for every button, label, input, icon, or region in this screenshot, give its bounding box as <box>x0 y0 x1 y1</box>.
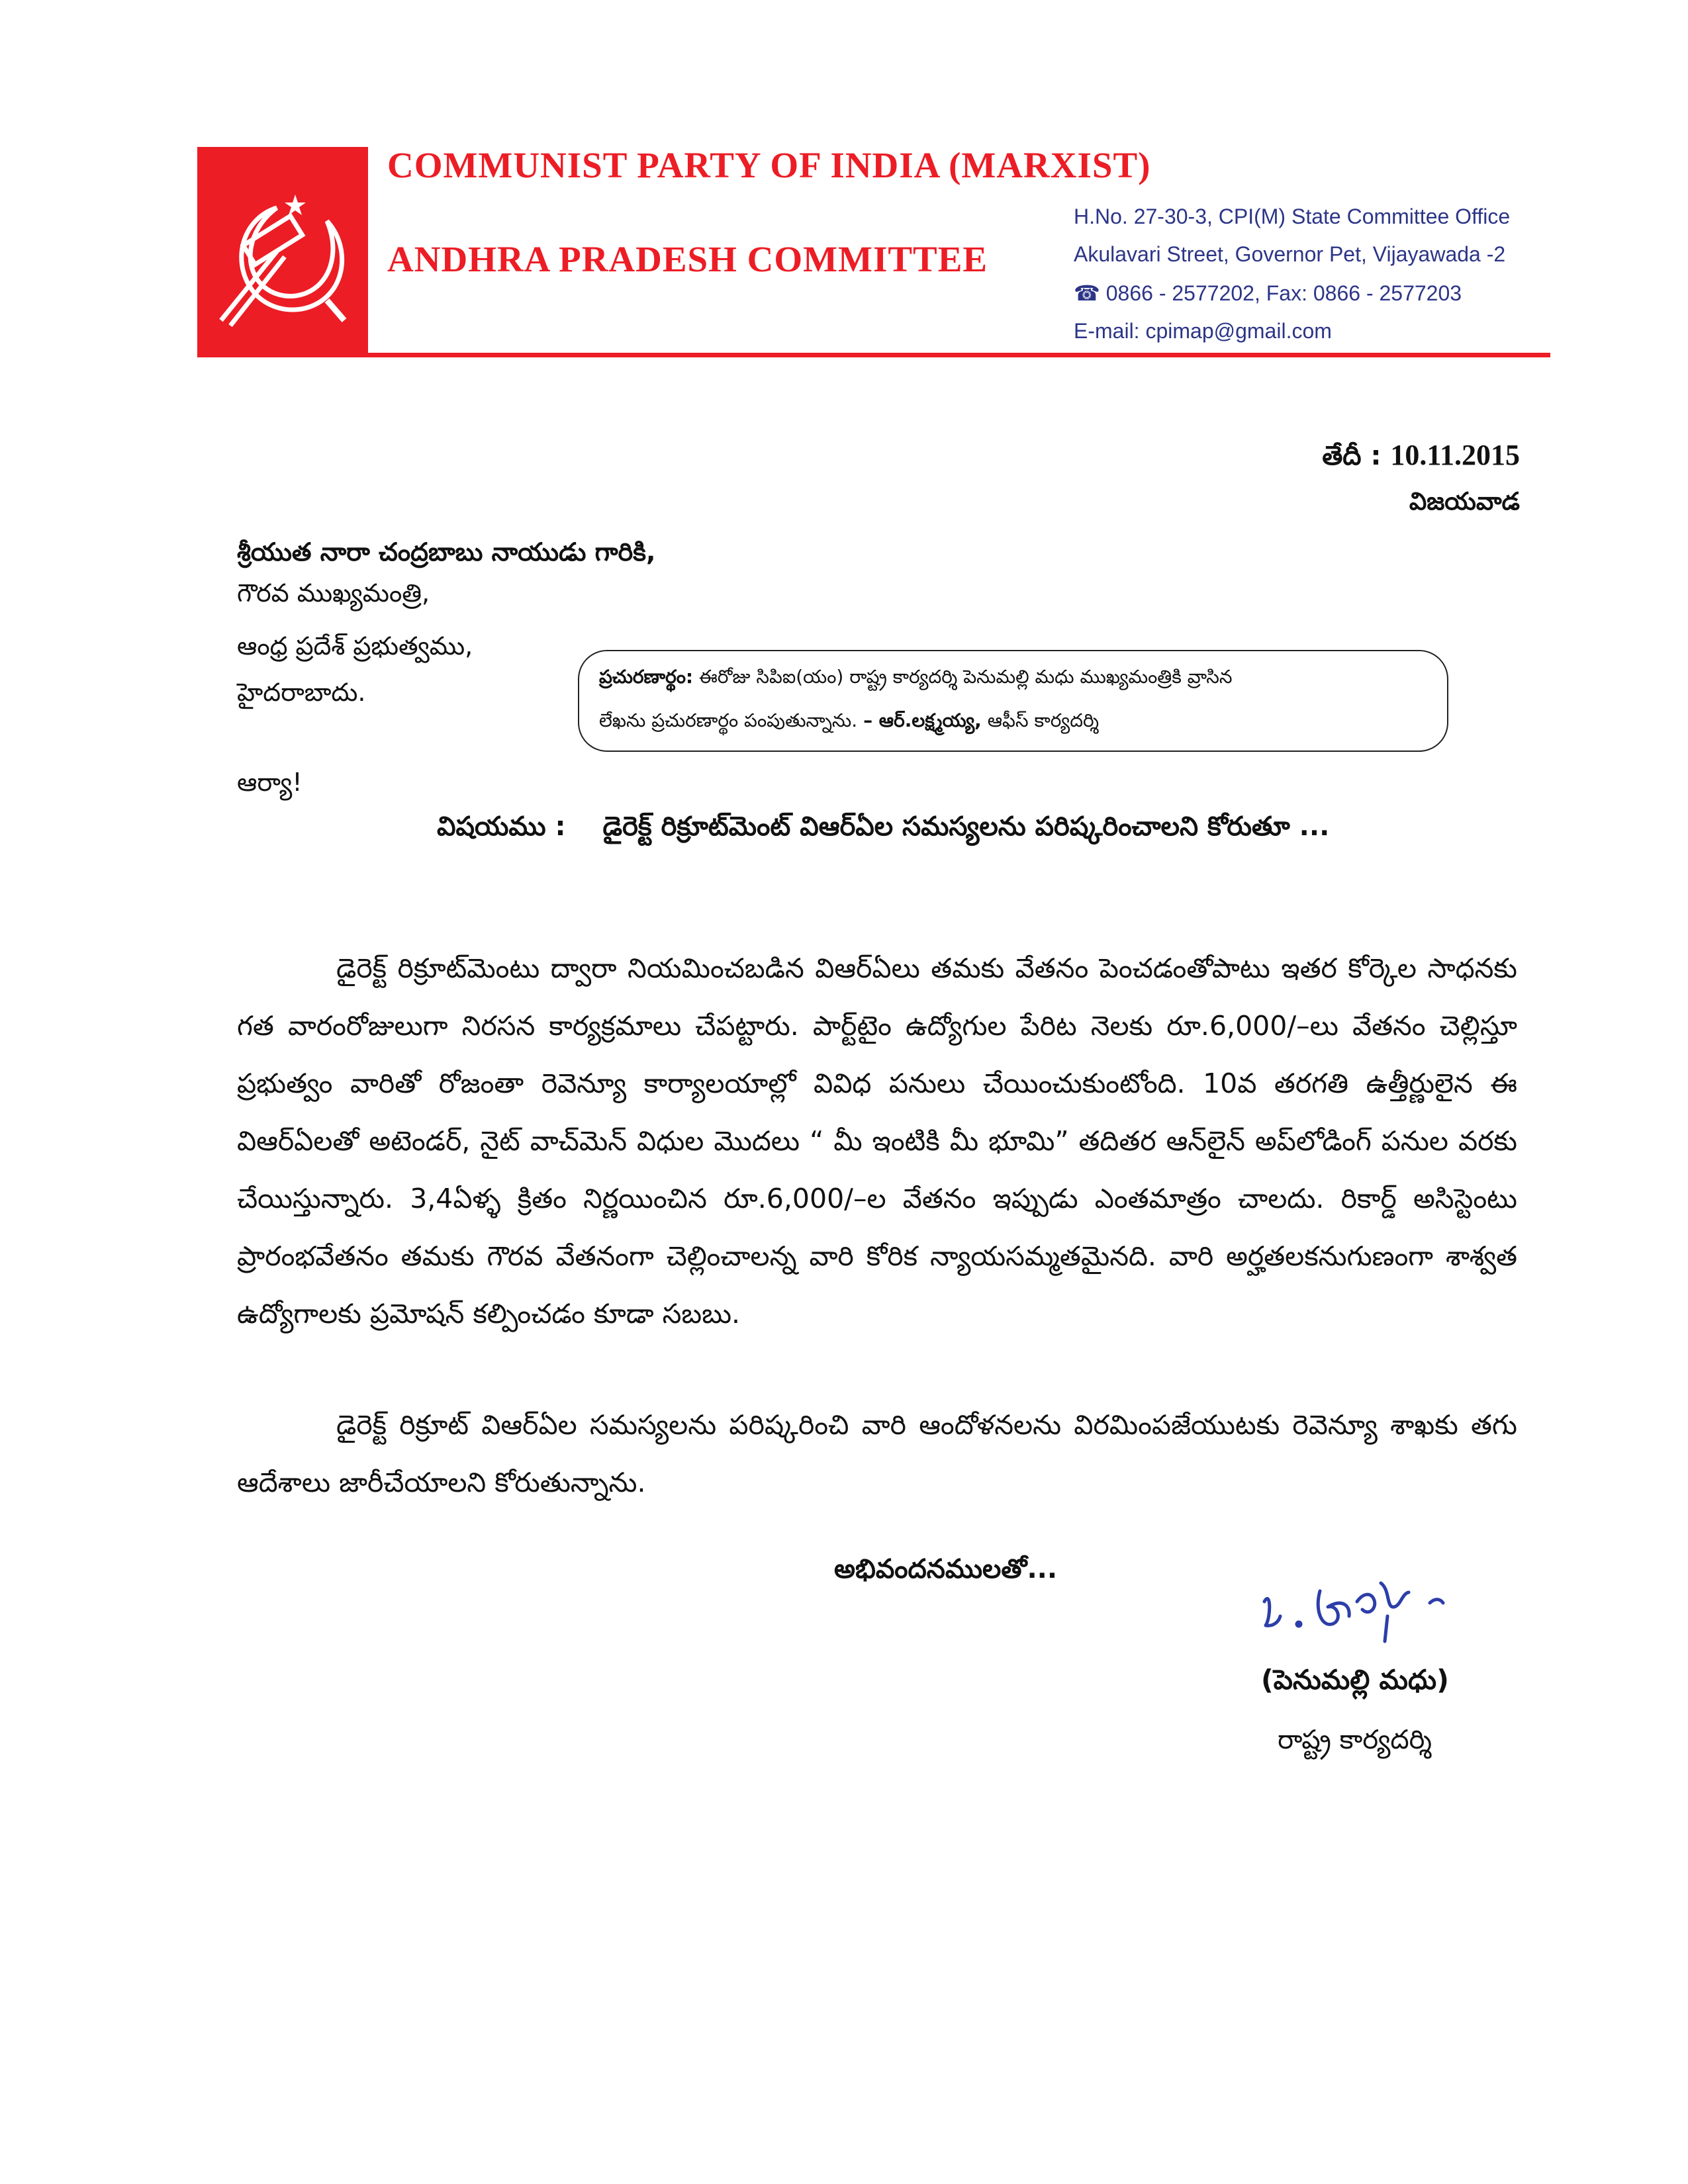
subject-text: డైరెక్ట్ రిక్రూట్‌మెంట్ విఆర్ఏల సమస్యలను పరిష్కరించాలని కోరుతూ ... <box>602 811 1330 842</box>
subject-line <box>437 811 1329 848</box>
press-note-box <box>578 650 1448 752</box>
body-paragraph-2: డైరెక్ట్ రిక్రూట్ విఆర్ఏల సమస్యలను పరిష్కరించి వారి ఆందోళనలను విరమింపజేయుటకు రెవెన్యూ శాఖకు తగు ఆదేశాలు జారీచేయాలని కోరుతున్నాను. <box>237 1409 1517 1498</box>
addressee-government: ఆంధ్ర ప్రదేశ్ ప్రభుత్వము, <box>237 631 473 660</box>
press-note-line-2 <box>599 709 1099 736</box>
date-line <box>1322 438 1520 478</box>
signer-name: (పెనుమల్లి మధు) <box>1261 1664 1449 1696</box>
subject-label: విషయము : <box>437 811 566 842</box>
signature-scribble <box>1251 1563 1503 1662</box>
phone-fax-line <box>1074 281 1462 306</box>
date-value: 10.11.2015 <box>1390 439 1520 471</box>
closing-greeting: అభివందనములతో... <box>834 1554 1058 1584</box>
email-line: E-mail: cpimap@gmail.com <box>1074 319 1332 343</box>
salutation: ఆర్యా! <box>237 768 303 797</box>
addressee-city: హైదరాబాదు. <box>237 678 366 707</box>
place: విజయవాడ <box>1409 487 1520 516</box>
address-line-2: Akulavari Street, Governor Pet, Vijayawada -2 <box>1074 242 1506 266</box>
signer-title: రాష్ట్ర కార్యదర్శి <box>1278 1725 1432 1755</box>
press-note-sender-role: ఆఫీస్ కార్యదర్శి <box>987 709 1100 731</box>
phone-fax-text: 0866 - 2577202, Fax: 0866 - 2577203 <box>1105 281 1462 305</box>
addressee-designation: గౌరవ ముఖ్యమంత్రి, <box>237 578 430 608</box>
handwritten-signature <box>1251 1563 1503 1665</box>
header-divider <box>197 353 1550 357</box>
press-note-sender: – ఆర్.లక్ష్మయ్య, <box>863 709 982 731</box>
party-logo <box>197 147 368 357</box>
press-note-text-2: లేఖను ప్రచురణార్థం పంపుతున్నాను. <box>599 709 858 731</box>
organization-name: COMMUNIST PARTY OF INDIA (MARXIST) <box>387 145 1151 185</box>
press-note-label: ప్రచురణార్థం: <box>599 666 694 688</box>
hammer-sickle-icon <box>197 147 368 357</box>
press-note-line-1 <box>599 666 1233 692</box>
date-label: తేదీ : <box>1322 441 1382 471</box>
committee-name: ANDHRA PRADESH COMMITTEE <box>387 239 988 279</box>
address-line-1: H.No. 27-30-3, CPI(M) State Committee Office <box>1074 205 1511 228</box>
press-note-text-1: ఈరోజు సిపిఐ(యం) రాష్ట్ర కార్యదర్శి పెనుమల్లి మధు ముఖ్యమంత్రికి వ్రాసిన <box>699 666 1233 688</box>
body-paragraph-1: డైరెక్ట్ రిక్రూట్‌మెంటు ద్వారా నియమించబడిన విఆర్ఏలు తమకు వేతనం పెంచడంతోపాటు ఇతర కోర్కెల సాధనకు గత వారంరోజులుగా నిరసన కార్యక్రమాలు చేపట్టారు. పార్ట్‌టైం ఉద్యోగుల పేరిట నెలకు రూ.6,000/–లు వేతనం చెల్లిస్తూ ప్రభుత్వం వారితో రోజంతా రెవెన్యూ కార్యాలయాల్లో వివిధ పనులు చేయించుకుంటోంది. 10వ తరగతి ఉత్తీర్ణులైన ఈ విఆర్ఏలతో అటెండర్, నైట్ వాచ్‌మెన్ విధుల మొదలు “ మీ ఇంటికి మీ భూమి” తదితర ఆన్‌లైన్ అప్‌లోడింగ్ పనుల వరకు చేయిస్తున్నారు. 3,4ఏళ్ళ క్రితం నిర్ణయించిన రూ.6,000/–ల వేతనం ఇప్పుడు ఎంతమాత్రం చాలదు. రికార్డ్ అసిస్టెంటు ప్రారంభవేతనం తమకు గౌరవ వేతనంగా చెల్లించాలన్న వారి కోరిక న్యాయసమ్మతమైనది. వారి అర్హతలకనుగుణంగా శాశ్వత ఉద్యోగాలకు ప్రమోషన్ కల్పించడం కూడా సబబు. <box>237 952 1517 1330</box>
addressee-name: శ్రీయుత నారా చంద్రబాబు నాయుడు గారికి, <box>237 537 656 567</box>
phone-icon: ☎ <box>1074 281 1100 305</box>
